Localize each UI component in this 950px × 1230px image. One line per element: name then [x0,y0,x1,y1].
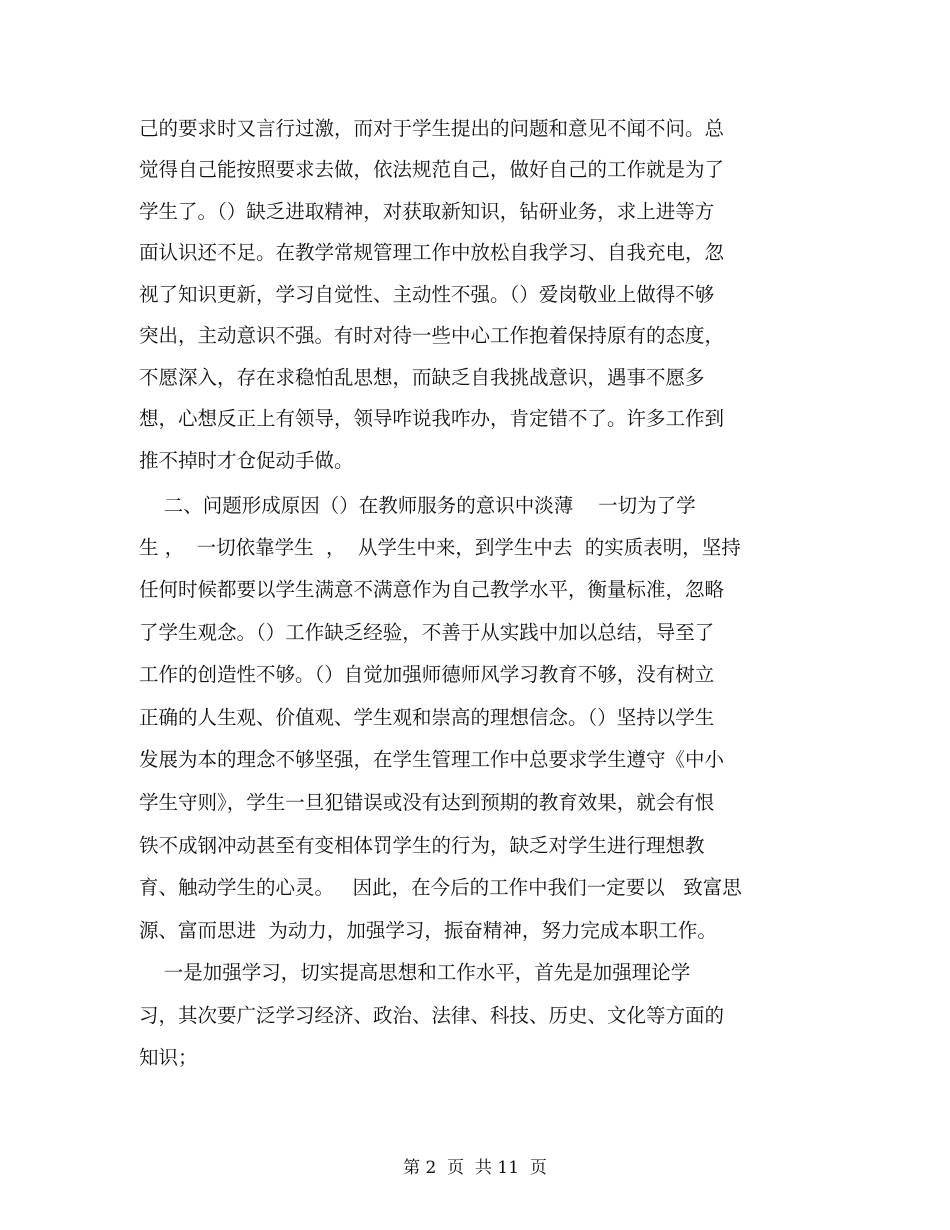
section-heading-line: 二、问题形成原因（）在教师服务的意识中淡薄 一切为了学 [139,494,696,517]
body-text-line: 面认识还不足。在教学常规管理工作中放松自我学习、自我充电，忽 [139,241,725,264]
body-text-line: 突出，主动意识不强。有时对待一些中心工作抱着保持原有的态度， [139,324,725,347]
body-text-line: 己的要求时又言行过激，而对于学生提出的问题和意见不闻不问。总 [139,117,725,140]
body-text-line: 任何时候都要以学生满意不满意作为自己教学水平，衡量标准，忽略 [139,578,725,601]
body-text-line: 铁不成钢冲动甚至有变相体罚学生的行为，缺乏对学生进行理想教 [139,834,705,857]
body-text-line: 源、富而思进 为动力，加强学习，振奋精神，努力完成本职工作。 [139,919,717,942]
body-text-line: 发展为本的理念不够坚强，在学生管理工作中总要求学生遵守《中小 [139,748,725,771]
body-text-line: 不愿深入，存在求稳怕乱思想，而缺乏自我挑战意识，遇事不愿多 [139,366,705,389]
body-text-line: 学生守则》，学生一旦犯错误或没有达到预期的教育效果，就会有恨 [139,791,715,814]
body-text-line: 了学生观念。（）工作缺乏经验，不善于从实践中加以总结，导至了 [139,621,715,644]
body-text-line: 想，心想反正上有领导，领导咋说我咋办，肯定错不了。许多工作到 [139,407,725,430]
body-text-line: 育、触动学生的心灵。 因此，在今后的工作中我们一定要以 致富思 [139,876,742,899]
page-number-footer: 第 2 页 共 11 页 [403,1158,547,1178]
body-text-line: 推不掉时才仓促动手做。 [139,449,354,472]
paragraph-start-line: 一是加强学习，切实提高思想和工作水平，首先是加强理论学 [139,961,691,984]
body-text-line: 知识； [139,1046,198,1069]
body-text-line: 视了知识更新，学习自觉性、主动性不强。（）爱岗敬业上做得不够 [139,283,715,306]
body-text-line: 生 ， 一切依靠学生 ， 从学生中来，到学生中去 的实质表明，坚持 [139,536,741,559]
body-text-line: 觉得自己能按照要求去做，依法规范自己，做好自己的工作就是为了 [139,158,725,181]
body-text-line: 习，其次要广泛学习经济、政治、法律、科技、历史、文化等方面的 [139,1004,725,1027]
body-text-line: 正确的人生观、价值观、学生观和崇高的理想信念。（）坚持以学生 [139,706,715,729]
body-text-line: 工作的创造性不够。（）自觉加强师德师风学习教育不够，没有树立 [139,663,715,686]
body-text-line: 学生了。（）缺乏进取精神，对获取新知识，钻研业务，求上进等方 [139,200,715,223]
